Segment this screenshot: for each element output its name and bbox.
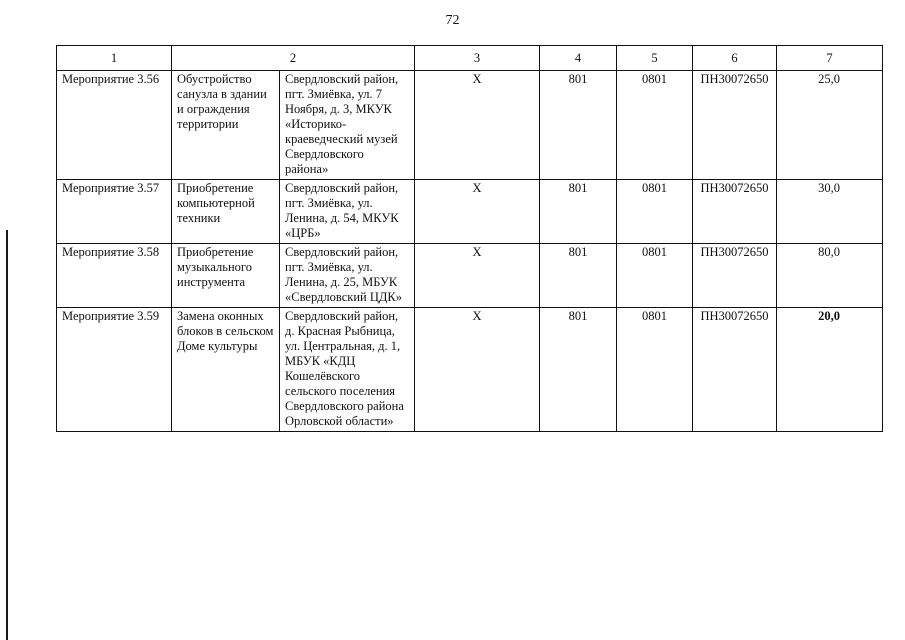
cell-col6: ПН30072650	[693, 308, 777, 432]
table-row	[57, 180, 883, 244]
header-col-5: 5	[617, 46, 693, 71]
measure-description: Приобретение музыкального инструмента	[172, 244, 280, 308]
header-col-2: 2	[172, 46, 415, 71]
cell-col3: Х	[415, 71, 540, 180]
measure-description: Приобретение компьютерной техники	[172, 180, 280, 244]
header-col-3: 3	[415, 46, 540, 71]
cell-col7-amount: 30,0	[777, 180, 883, 244]
cell-col5: 0801	[617, 244, 693, 308]
measure-name: Мероприятие 3.57	[57, 180, 172, 244]
cell-col3: Х	[415, 308, 540, 432]
header-col-6: 6	[693, 46, 777, 71]
table-row	[57, 308, 883, 432]
cell-col4: 801	[540, 71, 617, 180]
header-col-7: 7	[777, 46, 883, 71]
measure-name: Мероприятие 3.58	[57, 244, 172, 308]
budget-table	[56, 45, 883, 432]
page-edge-line	[6, 230, 8, 640]
cell-col5: 0801	[617, 71, 693, 180]
measure-name: Мероприятие 3.56	[57, 71, 172, 180]
measure-address: Свердловский район, пгт. Змиёвка, ул. 7 Ноября, д. 3, МКУК «Историко-краеведческий музей Свердловского района»	[280, 71, 415, 180]
header-col-4: 4	[540, 46, 617, 71]
measure-description: Замена оконных блоков в сельском Доме культуры	[172, 308, 280, 432]
cell-col4: 801	[540, 244, 617, 308]
cell-col7-amount: 25,0	[777, 71, 883, 180]
cell-col7-amount: 80,0	[777, 244, 883, 308]
table-row	[57, 244, 883, 308]
measure-address: Свердловский район, пгт. Змиёвка, ул. Ленина, д. 54, МКУК «ЦРБ»	[280, 180, 415, 244]
cell-col3: Х	[415, 180, 540, 244]
cell-col6: ПН30072650	[693, 71, 777, 180]
cell-col3: Х	[415, 244, 540, 308]
measure-address: Свердловский район, д. Красная Рыбница, ул. Центральная, д. 1, МБУК «КДЦ Кошелёвского сельского поселения Свердловского района Орловской области»	[280, 308, 415, 432]
cell-col6: ПН30072650	[693, 180, 777, 244]
measure-name: Мероприятие 3.59	[57, 308, 172, 432]
cell-col7-amount: 20,0	[777, 308, 883, 432]
cell-col5: 0801	[617, 308, 693, 432]
table-row	[57, 71, 883, 180]
measure-description: Обустройство санузла в здании и ограждения территории	[172, 71, 280, 180]
cell-col4: 801	[540, 308, 617, 432]
page-number: 72	[445, 13, 460, 28]
header-row	[57, 46, 883, 71]
cell-col4: 801	[540, 180, 617, 244]
cell-col5: 0801	[617, 180, 693, 244]
cell-col6: ПН30072650	[693, 244, 777, 308]
header-col-1: 1	[57, 46, 172, 71]
measure-address: Свердловский район, пгт. Змиёвка, ул. Ленина, д. 25, МБУК «Свердловский ЦДК»	[280, 244, 415, 308]
